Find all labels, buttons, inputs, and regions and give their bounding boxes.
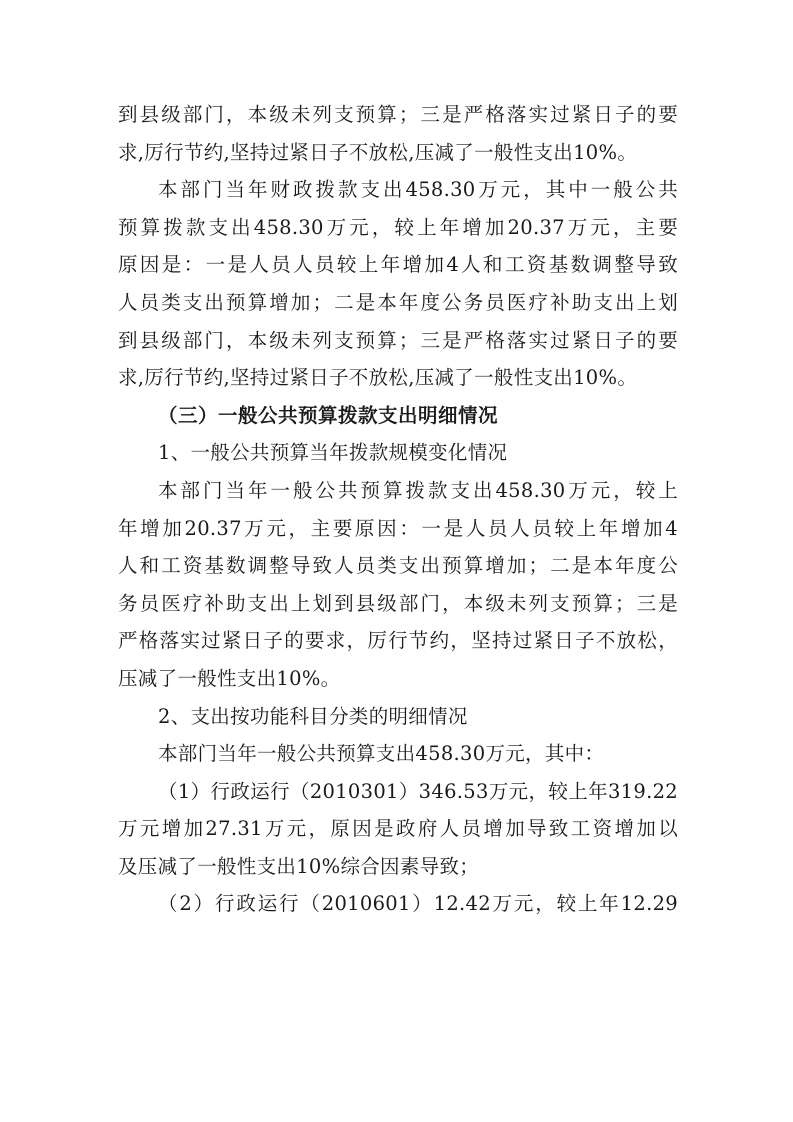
subsection-heading: 1、一般公共预算当年拨款规模变化情况 (158, 441, 508, 465)
paragraph-line: 及压减了一般性支出10%综合因素导致； (118, 854, 480, 878)
paragraph-line: （2）行政运行（2010601）12.42万元，较上年12.29 (158, 892, 678, 916)
paragraph-line: 本部门当年一般公共预算支出458.30万元，其中： (158, 742, 605, 766)
paragraph-line: 本部门当年一般公共预算拨款支出458.30万元，较上 (158, 478, 678, 502)
paragraph-line: 到县级部门，本级未列支预算；三是严格落实过紧日子的要 (118, 103, 678, 126)
section-heading: （三）一般公共预算拨款支出明细情况 (158, 403, 499, 427)
document-body (118, 96, 678, 923)
paragraph-line: 预算拨款支出458.30万元，较上年增加20.37万元，主要 (118, 215, 678, 239)
paragraph-line: 人员类支出预算增加；二是本年度公务员医疗补助支出上划 (118, 290, 678, 314)
paragraph-line: 年增加20.37万元，主要原因：一是人员人员较上年增加4 (118, 516, 678, 540)
paragraph-line: 人和工资基数调整导致人员类支出预算增加；二是本年度公 (118, 554, 678, 578)
paragraph-line: 本部门当年财政拨款支出458.30万元，其中一般公共 (158, 178, 678, 202)
paragraph-line: 压减了一般性支出10%。 (118, 666, 341, 690)
paragraph-line: 万元增加27.31万元，原因是政府人员增加导致工资增加以 (118, 817, 678, 841)
paragraph-line: 原因是：一是人员人员较上年增加4人和工资基数调整导致 (118, 253, 678, 277)
paragraph-line: 求,厉行节约,坚持过紧日子不放松,压减了一般性支出10%。 (118, 366, 638, 390)
subsection-heading: 2、支出按功能科目分类的明细情况 (158, 704, 468, 728)
paragraph-line: （1）行政运行（2010301）346.53万元，较上年319.22 (158, 779, 678, 803)
paragraph-line: 严格落实过紧日子的要求，厉行节约，坚持过紧日子不放松， (118, 629, 678, 653)
paragraph-line: 到县级部门，本级未列支预算；三是严格落实过紧日子的要 (118, 328, 678, 352)
paragraph-line: 务员医疗补助支出上划到县级部门，本级未列支预算；三是 (118, 591, 678, 615)
paragraph-line: 求,厉行节约,坚持过紧日子不放松,压减了一般性支出10%。 (118, 140, 638, 164)
